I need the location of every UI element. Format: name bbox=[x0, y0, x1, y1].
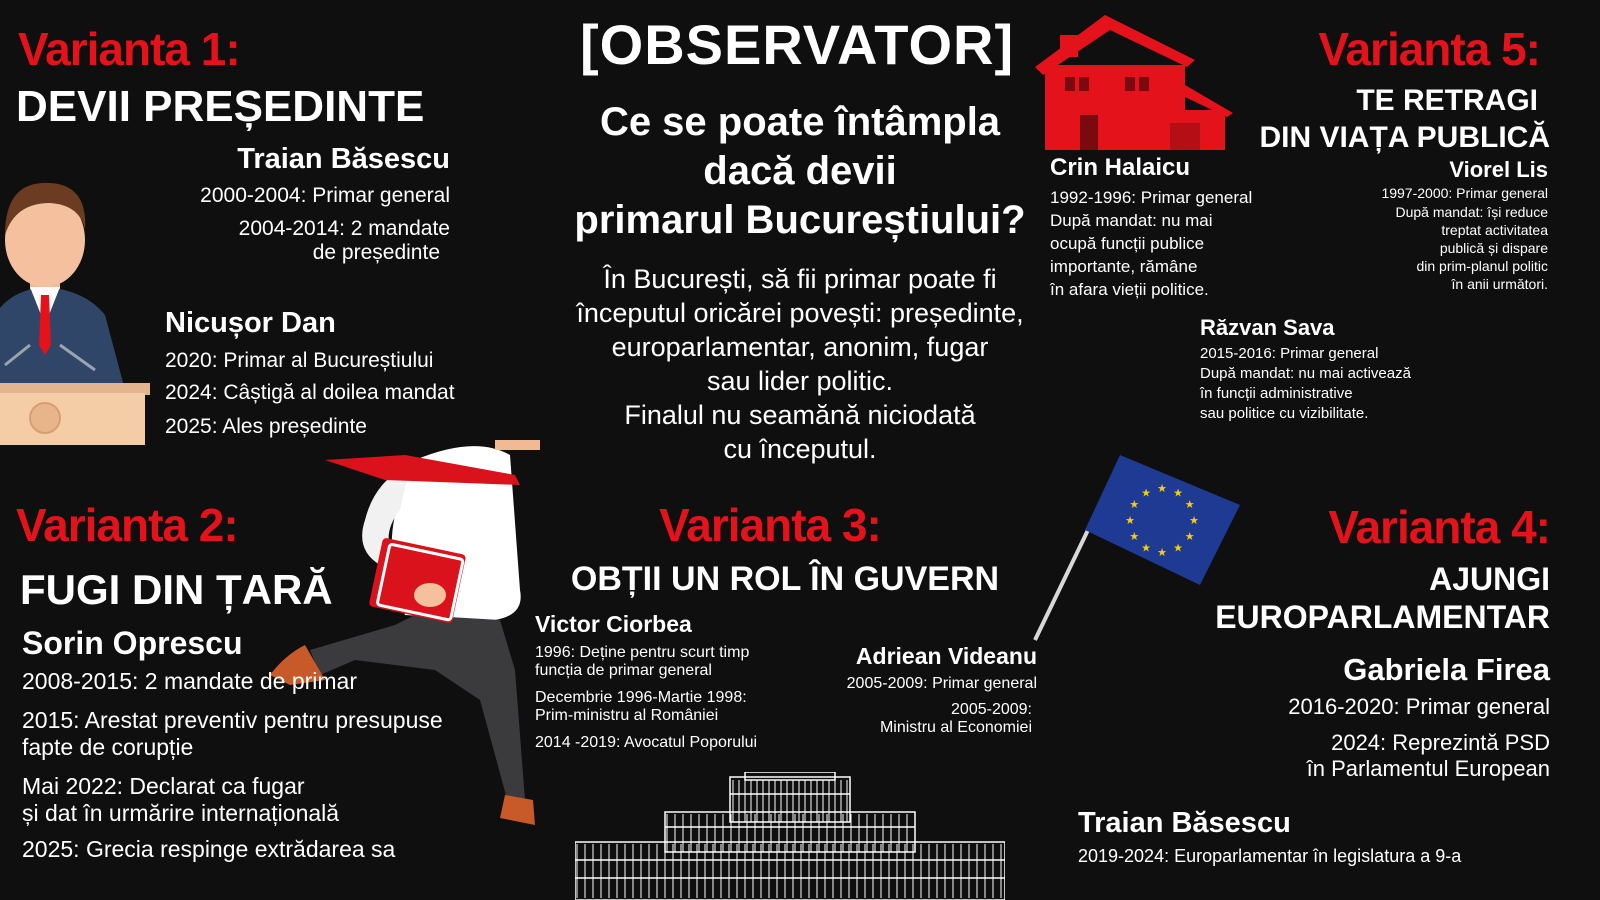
person-name: Traian Băsescu bbox=[237, 143, 450, 175]
person-name: Gabriela Firea bbox=[1343, 652, 1550, 687]
v3-person-2 bbox=[800, 642, 1037, 737]
variant-2-subtitle: FUGI DIN ȚARĂ bbox=[20, 566, 333, 613]
person-line: 1997-2000: Primar general bbox=[1381, 185, 1548, 201]
person-line: După mandat: își reduce bbox=[1395, 204, 1548, 220]
main-title bbox=[520, 98, 1080, 245]
person-line: Mai 2022: Declarat ca fugar bbox=[22, 773, 305, 799]
person-line: 2016-2020: Primar general bbox=[1288, 694, 1550, 719]
v5-person-2 bbox=[1320, 157, 1548, 292]
intro-line: începutul oricărei povești: președinte, bbox=[576, 298, 1024, 328]
variant-3-subtitle: OBȚII UN ROL ÎN GUVERN bbox=[570, 560, 1000, 598]
person-line: 2025: Ales președinte bbox=[165, 415, 367, 438]
president-podium-illustration bbox=[0, 175, 160, 450]
person-line: 2015-2016: Primar general bbox=[1200, 345, 1379, 362]
variant-2-heading: Varianta 2: bbox=[16, 499, 238, 551]
variant-4-heading: Varianta 4: bbox=[1328, 501, 1550, 553]
intro-line: europarlamentar, anonim, fugar bbox=[611, 332, 989, 362]
intro-line: sau lider politic. bbox=[706, 366, 894, 396]
eu-star-icon: ★ bbox=[1129, 499, 1140, 511]
subtitle-line: DIN VIAȚA PUBLICĂ bbox=[1259, 121, 1550, 154]
person-line: 1996: Deține pentru scurt timp bbox=[535, 644, 750, 661]
eu-star-icon: ★ bbox=[1157, 483, 1167, 495]
eu-star-icon: ★ bbox=[1129, 531, 1140, 543]
main-title-line: Ce se poate întâmpla bbox=[599, 100, 1001, 144]
person-line: După mandat: nu mai activează bbox=[1200, 365, 1411, 382]
person-line: publică și dispare bbox=[1439, 240, 1548, 256]
variant-1-subtitle: DEVII PREȘEDINTE bbox=[16, 82, 425, 131]
intro-paragraph bbox=[530, 262, 1070, 466]
person-line: sau politice cu vizibilitate. bbox=[1200, 405, 1369, 422]
person-line: în Parlamentul European bbox=[1306, 756, 1550, 781]
person-line: și dat în urmărire internațională bbox=[22, 800, 340, 826]
v2-person-1 bbox=[22, 624, 522, 863]
person-line: funcția de primar general bbox=[535, 662, 712, 679]
person-line: Ministru al Economiei bbox=[879, 719, 1032, 736]
person-line: din prim-planul politic bbox=[1416, 258, 1548, 274]
person-line: 2024: Reprezintă PSD bbox=[1331, 730, 1550, 755]
person-name: Traian Băsescu bbox=[1078, 807, 1291, 839]
v4-person-2 bbox=[1078, 806, 1558, 867]
eu-star-icon: ★ bbox=[1141, 487, 1151, 500]
variant-4-subtitle bbox=[1150, 560, 1550, 636]
person-line: 2005-2009: Primar general bbox=[846, 675, 1037, 692]
person-line: 2015: Arestat preventiv pentru presupuse bbox=[22, 707, 443, 733]
person-name: Nicușor Dan bbox=[165, 307, 336, 339]
person-line: 2005-2009: bbox=[951, 701, 1032, 718]
person-line: 2019-2024: Europarlamentar în legislatura a 9-a bbox=[1078, 846, 1462, 866]
variant-3-heading: Varianta 3: bbox=[659, 499, 881, 551]
variant-5-subtitle bbox=[1200, 82, 1550, 156]
person-name: Victor Ciorbea bbox=[535, 611, 692, 637]
person-line: După mandat: nu mai bbox=[1050, 211, 1213, 230]
person-line: 2020: Primar al Bucureștiului bbox=[165, 349, 434, 372]
subtitle-line: TE RETRAGI bbox=[1356, 84, 1538, 117]
person-line: Decembrie 1996-Martie 1998: bbox=[535, 689, 747, 706]
eu-star-icon: ★ bbox=[1184, 531, 1195, 543]
person-line: 2008-2015: 2 mandate de primar bbox=[22, 668, 357, 694]
main-title-line: dacă devii bbox=[703, 149, 897, 193]
person-line: Prim-ministru al României bbox=[535, 707, 719, 724]
person-line: 2025: Grecia respinge extrădarea sa bbox=[22, 836, 396, 862]
person-name: Adriean Videanu bbox=[855, 643, 1037, 669]
person-name: Sorin Oprescu bbox=[22, 625, 243, 661]
variant-1-heading: Varianta 1: bbox=[18, 23, 240, 75]
person-line: 2024: Câștigă al doilea mandat bbox=[165, 381, 455, 404]
v1-person-2 bbox=[165, 306, 525, 439]
person-line: importante, rămâne bbox=[1050, 257, 1198, 276]
person-name: Răzvan Sava bbox=[1200, 315, 1335, 340]
eu-star-icon: ★ bbox=[1189, 515, 1199, 527]
person-line: în afara vieții politice. bbox=[1050, 280, 1209, 299]
observator-logo: [OBSERVATOR] bbox=[580, 13, 1015, 76]
person-name: Crin Halaicu bbox=[1050, 154, 1191, 181]
v1-person-1 bbox=[150, 142, 450, 265]
eu-star-icon: ★ bbox=[1173, 542, 1183, 555]
person-name: Viorel Lis bbox=[1449, 157, 1548, 182]
person-line: 2014 -2019: Avocatul Poporului bbox=[535, 734, 758, 751]
person-line: de președinte bbox=[312, 241, 440, 264]
person-line: 2004-2014: 2 mandate bbox=[238, 217, 450, 240]
variant-5-heading: Varianta 5: bbox=[1318, 23, 1540, 75]
person-line: treptat activitatea bbox=[1441, 222, 1548, 238]
person-line: în funcții administrative bbox=[1200, 385, 1353, 402]
v5-person-1 bbox=[1050, 153, 1310, 300]
person-line: ocupă funcții publice bbox=[1050, 234, 1205, 253]
eu-star-icon: ★ bbox=[1141, 542, 1151, 555]
eu-star-icon: ★ bbox=[1125, 515, 1135, 527]
eu-star-icon: ★ bbox=[1173, 487, 1183, 500]
person-line: fapte de corupție bbox=[22, 734, 194, 760]
person-line: 2000-2004: Primar general bbox=[200, 184, 450, 207]
intro-line: În București, să fii primar poate fi bbox=[603, 264, 997, 294]
parliament-building-illustration bbox=[575, 772, 1005, 900]
eu-star-icon: ★ bbox=[1157, 547, 1167, 559]
v4-person-1 bbox=[1230, 652, 1550, 782]
eu-star-icon: ★ bbox=[1184, 499, 1195, 511]
subtitle-line: AJUNGI bbox=[1429, 561, 1550, 597]
intro-line: Finalul nu seamănă niciodată bbox=[624, 400, 976, 430]
v5-person-3 bbox=[1200, 314, 1500, 422]
v3-person-1 bbox=[535, 610, 825, 752]
person-line: în anii următori. bbox=[1451, 276, 1548, 292]
intro-line: cu începutul. bbox=[723, 434, 877, 464]
main-title-line: primarul Bucureștiului? bbox=[574, 198, 1026, 242]
subtitle-line: EUROPARLAMENTAR bbox=[1215, 599, 1550, 635]
person-line: 1992-1996: Primar general bbox=[1050, 188, 1253, 207]
